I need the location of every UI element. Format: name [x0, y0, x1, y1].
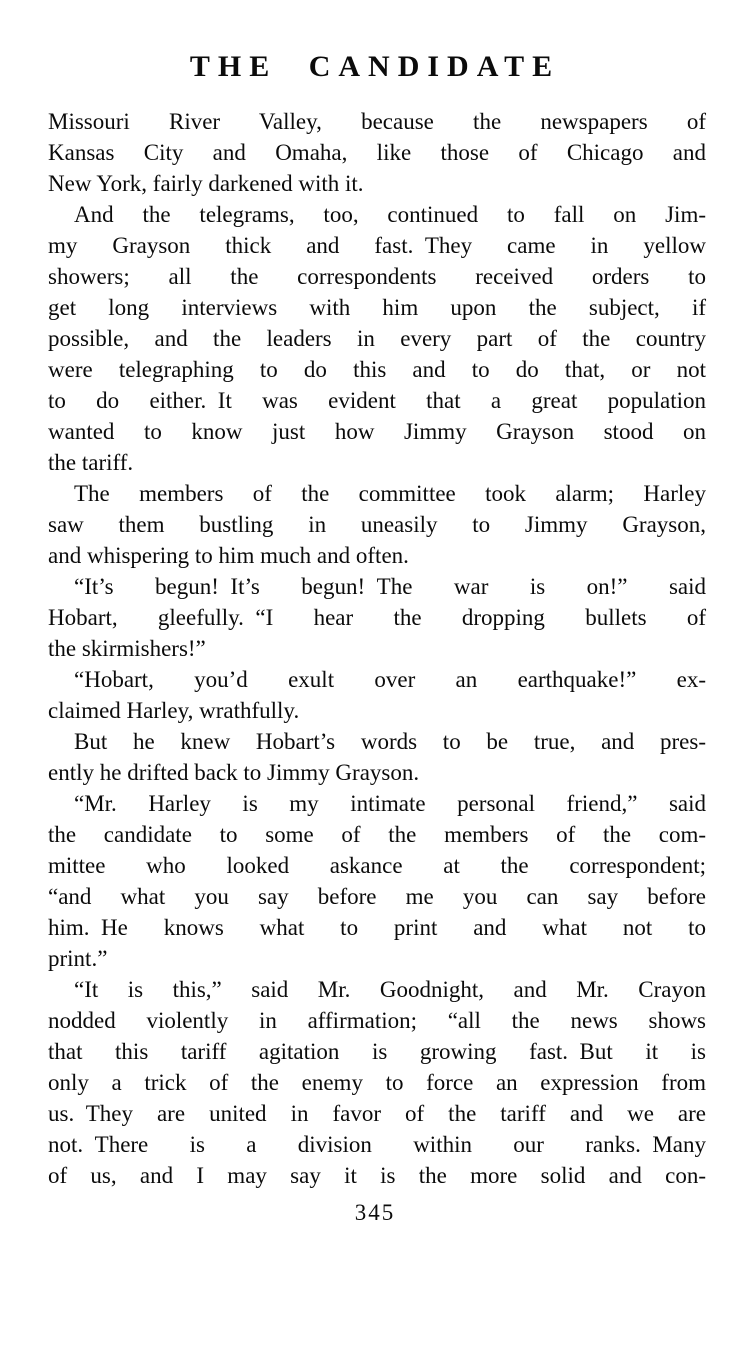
- text-line: him. He knows what to print and what not to: [48, 915, 706, 940]
- page-body: [48, 106, 706, 1191]
- text-line: the tariff.: [48, 450, 134, 475]
- text-line: the candidate to some of the members of the com-: [48, 822, 706, 847]
- paragraph: [48, 974, 706, 1191]
- text-line: to do either. It was evident that a great population: [48, 388, 706, 413]
- paragraph: [48, 664, 706, 726]
- text-line: Kansas City and Omaha, like those of Chicago and: [48, 140, 706, 165]
- text-line: Missouri River Valley, because the newspapers of: [48, 109, 706, 134]
- text-line: “It’s begun! It’s begun! The war is on!” said: [74, 574, 706, 599]
- text-line: showers; all the correspondents received orders to: [48, 264, 706, 289]
- text-line: “Hobart, you’d exult over an earthquake!” ex-: [74, 667, 706, 692]
- paragraph: [48, 106, 706, 199]
- paragraph: [48, 199, 706, 478]
- text-line: nodded violently in affirmation; “all the news shows: [48, 1008, 706, 1033]
- text-line: “Mr. Harley is my intimate personal friend,” said: [74, 791, 706, 816]
- text-line: only a trick of the enemy to force an expression from: [48, 1070, 706, 1095]
- text-line: not. There is a division within our ranks. Many: [48, 1132, 706, 1157]
- text-line: claimed Harley, wrathfully.: [48, 698, 300, 723]
- text-line: possible, and the leaders in every part of the country: [48, 326, 706, 351]
- text-line: us. They are united in favor of the tariff and we are: [48, 1101, 706, 1126]
- text-line: get long interviews with him upon the subject, if: [48, 295, 706, 320]
- paragraph: [48, 726, 706, 788]
- paragraph: [48, 571, 706, 664]
- text-line: But he knew Hobart’s words to be true, and pres-: [74, 729, 706, 754]
- paragraph: [48, 478, 706, 571]
- page-title: THE CANDIDATE: [189, 50, 561, 83]
- text-line: New York, fairly darkened with it.: [48, 171, 364, 196]
- text-line: ently he drifted back to Jimmy Grayson.: [48, 760, 420, 785]
- text-line: of us, and I may say it is the more solid and con-: [48, 1163, 706, 1188]
- page-number: 345: [354, 1200, 396, 1225]
- paragraph: [48, 788, 706, 974]
- text-line: saw them bustling in uneasily to Jimmy Grayson,: [48, 512, 706, 537]
- text-line: that this tariff agitation is growing fast. But it is: [48, 1039, 706, 1064]
- text-line: The members of the committee took alarm; Harley: [74, 481, 706, 506]
- text-line: mittee who looked askance at the correspondent;: [48, 853, 706, 878]
- text-line: my Grayson thick and fast. They came in yellow: [48, 233, 706, 258]
- text-line: and whispering to him much and often.: [48, 543, 409, 568]
- text-line: “It is this,” said Mr. Goodnight, and Mr. Crayon: [74, 977, 706, 1002]
- text-line: “and what you say before me you can say before: [48, 884, 706, 909]
- text-line: print.”: [48, 946, 108, 971]
- text-line: wanted to know just how Jimmy Grayson stood on: [48, 419, 706, 444]
- text-line: Hobart, gleefully. “I hear the dropping bullets of: [48, 605, 706, 630]
- text-line: the skirmishers!”: [48, 636, 206, 661]
- text-line: were telegraphing to do this and to do that, or not: [48, 357, 706, 382]
- text-line: And the telegrams, too, continued to fall on Jim-: [74, 202, 706, 227]
